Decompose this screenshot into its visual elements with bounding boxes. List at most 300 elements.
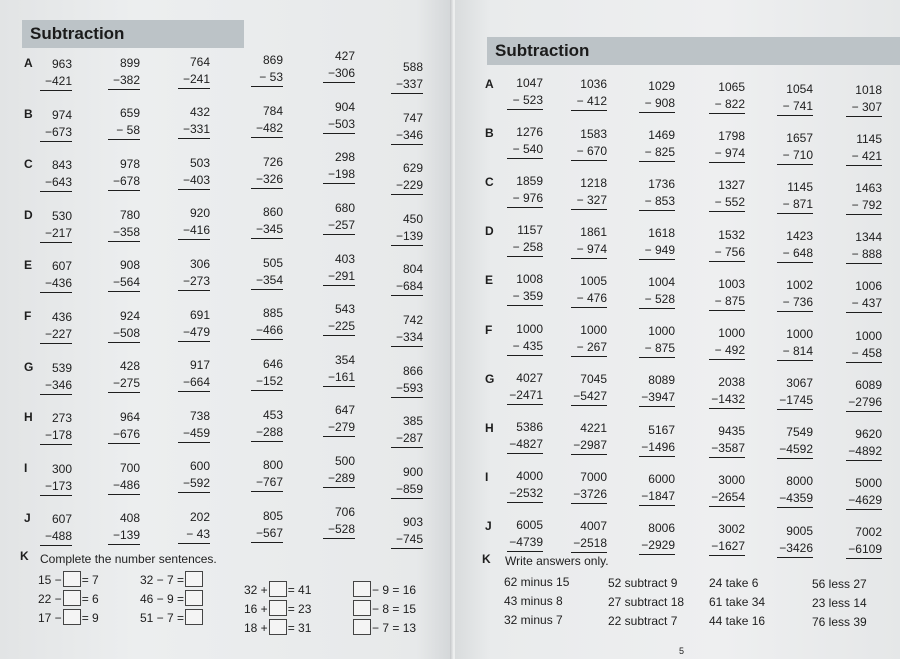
subtraction-problem [391,464,423,499]
minuend: 647 [334,403,355,417]
minuend: 298 [334,150,355,164]
subtrahend: −1432 [709,391,745,409]
subtrahend: −139 [108,527,140,545]
subtraction-problem [108,257,140,292]
subtrahend: −2518 [571,535,607,553]
subtrahend: −326 [251,171,283,189]
subtraction-problem [777,326,813,361]
subtraction-problem [178,205,210,240]
subtraction-problem [251,407,283,442]
subtraction-problem [846,278,882,313]
sentence-part: = 23 [287,602,312,616]
minuend: 9620 [855,427,882,441]
sentence-part: = 7 [81,573,99,587]
subtrahend: − 540 [507,141,543,159]
minuend: 866 [402,364,423,378]
subtrahend: − 825 [639,144,675,162]
row-label: E [485,273,494,287]
subtrahend: − 976 [507,190,543,208]
subtrahend: −4359 [777,490,813,508]
subtraction-problem [777,81,813,116]
sentence-part: 32 + [244,583,268,597]
minuend: 1145 [856,132,882,146]
subtraction-problem [639,78,675,113]
subtrahend: − 58 [108,122,140,140]
subtraction-problem [571,273,607,308]
subtraction-problem [507,468,543,503]
subtrahend: − 523 [507,92,543,110]
subtraction-problem [323,149,355,184]
answer-box[interactable] [185,609,203,625]
minuend: 843 [51,158,72,172]
minuend: 5386 [516,420,543,434]
subtrahend: −528 [323,521,355,539]
subtrahend: −229 [391,177,423,195]
subtrahend: −767 [251,474,283,492]
subtraction-problem [777,179,813,214]
minuend: 4221 [580,421,607,435]
subtraction-problem [507,517,543,552]
answer-box[interactable] [63,609,81,625]
subtrahend: −345 [251,221,283,239]
subtraction-problem [323,251,355,286]
subtrahend: − 359 [507,288,543,306]
right-section-k-title: Write answers only. [505,554,609,568]
subtrahend: −486 [108,477,140,495]
minuend: 1000 [580,323,607,337]
subtraction-problem [251,204,283,239]
minuend: 904 [334,100,355,114]
minuend: 738 [189,409,210,423]
answer-box[interactable] [185,590,203,606]
subtrahend: −684 [391,278,423,296]
subtraction-problem [323,453,355,488]
minuend: 908 [119,258,140,272]
minuend: 1000 [516,322,543,336]
subtraction-problem [108,55,140,90]
minuend: 1859 [516,174,543,188]
subtraction-problem [507,419,543,454]
subtraction-problem [391,363,423,398]
number-sentence [38,590,99,606]
subtrahend: −567 [251,525,283,543]
subtrahend: −152 [251,373,283,391]
subtrahend: −161 [323,369,355,387]
number-sentence [352,600,416,616]
sentence-part: 46 − 9 = [140,592,185,606]
subtraction-problem [391,110,423,145]
sentence-part: = 31 [287,621,312,635]
subtrahend: −676 [108,426,140,444]
subtrahend: − 670 [571,143,607,161]
minuend: 403 [334,252,355,266]
subtrahend: −275 [108,375,140,393]
row-label: I [485,470,489,484]
subtrahend: − 648 [777,245,813,263]
subtrahend: −291 [323,268,355,286]
subtraction-problem [709,128,745,163]
minuend: 1000 [718,326,745,340]
subtrahend: −479 [178,324,210,342]
minuend: 924 [119,309,140,323]
subtrahend: −354 [251,272,283,290]
subtraction-problem [639,323,675,358]
subtrahend: −227 [40,326,72,344]
sentence-part: = 6 [81,592,99,606]
subtrahend: − 267 [571,339,607,357]
subtraction-problem [571,371,607,406]
subtraction-problem [323,48,355,83]
subtraction-problem [178,509,210,544]
subtraction-problem [846,229,882,264]
sentence-part: = 9 [81,611,99,625]
minuend: 1861 [580,225,607,239]
subtraction-problem [108,460,140,495]
minuend: 8000 [786,474,813,488]
word-problem: 61 take 34 [709,595,766,610]
minuend: 6000 [648,472,675,486]
minuend: 1002 [786,278,813,292]
subtrahend: −273 [178,273,210,291]
subtraction-problem [108,156,140,191]
subtrahend: −1745 [777,392,813,410]
subtrahend: − 528 [639,291,675,309]
sentence-part: 17 − [38,611,62,625]
subtrahend: −257 [323,217,355,235]
subtrahend: −436 [40,275,72,293]
subtraction-problem [571,518,607,553]
number-sentence [244,581,311,597]
subtrahend: −459 [178,425,210,443]
subtraction-problem [846,377,882,412]
subtrahend: − 43 [178,526,210,544]
minuend: 7002 [855,525,882,539]
subtraction-problem [251,154,283,189]
subtraction-problem [108,510,140,545]
sentence-part: 22 − [38,592,62,606]
minuend: 4000 [516,469,543,483]
subtraction-problem [846,524,882,559]
subtrahend: −178 [40,427,72,445]
right-page [455,0,900,659]
subtrahend: − 710 [777,147,813,165]
minuend: 385 [402,414,423,428]
subtrahend: −3947 [639,389,675,407]
minuend: 5167 [648,423,675,437]
minuend: 804 [402,262,423,276]
subtraction-problem [323,504,355,539]
subtrahend: −306 [323,65,355,83]
minuend: 800 [262,458,283,472]
minuend: 9005 [786,524,813,538]
subtrahend: − 492 [709,342,745,360]
minuend: 1218 [580,176,607,190]
subtrahend: −745 [391,531,423,549]
subtraction-problem [391,312,423,347]
subtraction-problem [391,514,423,549]
minuend: 530 [51,209,72,223]
sentence-part: − 9 = 16 [372,583,417,597]
row-label: A [24,56,33,70]
word-problem: 22 subtract 7 [608,613,678,628]
subtraction-problem [709,79,745,114]
subtraction-problem [777,424,813,459]
subtraction-problem [507,271,543,306]
subtrahend: −2654 [709,489,745,507]
subtrahend: −3587 [709,440,745,458]
subtraction-problem [507,124,543,159]
subtrahend: − 476 [571,290,607,308]
subtrahend: −217 [40,225,72,243]
subtrahend: −4739 [507,534,543,552]
minuend: 680 [334,201,355,215]
minuend: 6089 [855,378,882,392]
subtraction-problem [571,469,607,504]
subtraction-problem [108,105,140,140]
minuend: 500 [334,454,355,468]
word-problem: 76 less 39 [812,614,867,629]
subtrahend: − 307 [846,99,882,117]
subtraction-problem [639,372,675,407]
subtraction-problem [777,277,813,312]
number-sentence [244,619,311,635]
subtrahend: −673 [40,124,72,142]
subtraction-problem [323,352,355,387]
subtrahend: −1627 [709,538,745,556]
subtraction-problem [507,75,543,110]
subtraction-problem [391,59,423,94]
subtraction-problem [709,423,745,458]
subtrahend: −331 [178,121,210,139]
word-problem: 24 take 6 [709,576,759,591]
minuend: 1157 [517,223,543,237]
subtraction-problem [391,413,423,448]
minuend: 1423 [786,229,813,243]
subtrahend: −403 [178,172,210,190]
subtrahend: −564 [108,274,140,292]
subtrahend: −2796 [846,394,882,412]
row-label: G [24,360,34,374]
minuend: 963 [51,57,72,71]
answer-box[interactable] [269,581,287,597]
subtrahend: − 756 [709,244,745,262]
row-label: C [485,175,494,189]
number-sentence [140,590,204,606]
subtraction-problem [251,305,283,340]
left-section-k-title: Complete the number sentences. [40,552,217,566]
minuend: 869 [262,53,283,67]
answer-box[interactable] [269,600,287,616]
subtrahend: − 974 [709,145,745,163]
subtrahend: −334 [391,329,423,347]
answer-box[interactable] [353,619,371,635]
subtraction-problem [391,160,423,195]
word-problem: 52 subtract 9 [608,575,678,590]
minuend: 747 [402,111,423,125]
subtraction-problem [639,520,675,555]
minuend: 1065 [718,80,745,94]
subtraction-problem [709,276,745,311]
subtrahend: −678 [108,173,140,191]
answer-box[interactable] [269,619,287,635]
minuend: 202 [189,510,210,524]
answer-box[interactable] [185,571,203,587]
row-label: E [24,258,33,272]
subtraction-problem [40,107,72,142]
subtraction-problem [507,370,543,405]
subtraction-problem [40,258,72,293]
answer-box[interactable] [353,581,371,597]
minuend: 1276 [516,125,543,139]
word-problem: 27 subtract 18 [608,594,685,609]
minuend: 1657 [786,131,813,145]
minuend: 2038 [718,375,745,389]
subtrahend: − 327 [571,192,607,210]
minuend: 1029 [648,79,675,93]
minuend: 354 [334,353,355,367]
subtraction-problem [40,511,72,546]
subtraction-problem [251,356,283,391]
subtrahend: −6109 [846,541,882,559]
subtraction-problem [391,261,423,296]
subtraction-problem [178,307,210,342]
minuend: 805 [262,509,283,523]
minuend: 3002 [718,522,745,536]
subtrahend: −346 [40,377,72,395]
minuend: 691 [189,308,210,322]
row-label: B [485,126,494,140]
minuend: 978 [119,157,140,171]
subtraction-problem [709,325,745,360]
subtrahend: − 552 [709,194,745,212]
subtraction-problem [178,357,210,392]
minuend: 8006 [648,521,675,535]
subtrahend: −482 [251,120,283,138]
subtrahend: − 871 [777,196,813,214]
minuend: 4027 [516,371,543,385]
subtrahend: −2929 [639,537,675,555]
subtraction-problem [507,222,543,257]
subtrahend: −198 [323,166,355,184]
subtraction-problem [323,301,355,336]
subtrahend: − 853 [639,193,675,211]
minuend: 860 [262,205,283,219]
minuend: 726 [262,155,283,169]
subtrahend: −289 [323,470,355,488]
minuend: 408 [119,511,140,525]
page-number: 5 [679,646,685,656]
subtraction-problem [571,76,607,111]
minuend: 5000 [855,476,882,490]
row-label: H [24,410,33,424]
minuend: 4007 [580,519,607,533]
minuend: 700 [119,461,140,475]
subtrahend: − 458 [846,345,882,363]
subtraction-problem [777,375,813,410]
subtraction-problem [777,130,813,165]
minuend: 436 [51,310,72,324]
word-problem: 43 minus 8 [504,594,563,608]
minuend: 588 [402,60,423,74]
subtraction-problem [709,521,745,556]
subtrahend: −337 [391,76,423,94]
row-label: F [24,309,32,323]
subtrahend: −508 [108,325,140,343]
minuend: 764 [189,55,210,69]
left-page-title: Subtraction [22,20,244,48]
right-section-k-label: K [482,552,491,566]
subtraction-problem [639,471,675,506]
answer-box[interactable] [63,571,81,587]
minuend: 629 [402,161,423,175]
minuend: 899 [119,56,140,70]
subtrahend: −466 [251,322,283,340]
subtrahend: −4592 [777,441,813,459]
right-page-title: Subtraction [487,37,900,65]
minuend: 1047 [516,76,543,90]
minuend: 1327 [718,178,745,192]
minuend: 742 [402,313,423,327]
number-sentence [352,619,416,635]
subtraction-problem [571,175,607,210]
answer-box[interactable] [353,600,371,616]
sentence-part: − 7 = 13 [372,621,417,635]
minuend: 607 [51,259,72,273]
subtrahend: −2532 [507,485,543,503]
subtrahend: − 875 [709,293,745,311]
number-sentence [140,609,204,625]
minuend: 428 [119,359,140,373]
subtraction-problem [251,52,283,87]
number-sentence [38,609,99,625]
word-problem: 56 less 27 [812,576,867,591]
minuend: 9435 [718,424,745,438]
subtrahend: −859 [391,481,423,499]
subtraction-problem [571,224,607,259]
minuend: 539 [51,361,72,375]
row-label: J [485,519,492,533]
subtrahend: −664 [178,374,210,392]
sentence-part: 16 + [244,602,268,616]
subtrahend: − 741 [777,98,813,116]
row-label: G [485,372,495,386]
number-sentence [352,581,416,597]
subtraction-problem [40,360,72,395]
subtrahend: −358 [108,224,140,242]
minuend: 1798 [718,129,745,143]
row-label: B [24,107,33,121]
minuend: 964 [119,410,140,424]
minuend: 1463 [855,181,882,195]
subtraction-problem [108,207,140,242]
subtraction-problem [639,127,675,162]
minuend: 543 [334,302,355,316]
subtraction-problem [323,402,355,437]
minuend: 1004 [648,275,675,289]
minuend: 1036 [580,77,607,91]
minuend: 1583 [580,127,607,141]
subtrahend: −593 [391,380,423,398]
subtraction-problem [507,173,543,208]
subtrahend: −488 [40,528,72,546]
minuend: 1003 [718,277,745,291]
minuend: 1532 [718,228,745,242]
minuend: 659 [119,106,140,120]
subtraction-problem [846,180,882,215]
subtraction-problem [846,82,882,117]
subtraction-problem [846,328,882,363]
answer-box[interactable] [63,590,81,606]
